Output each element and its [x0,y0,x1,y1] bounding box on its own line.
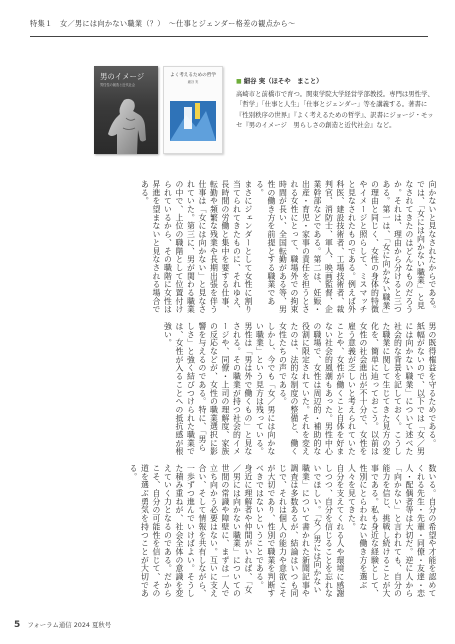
article-paragraph: 自分を支えてくれる人や環境に感謝しつつ、自分を信じることを忘れないでほしい。「女／男には向かない職業」について書かれた新聞記事や調査は多数あるが、結論はいつも同じで、それは個人の能力や意欲こそが大切であり、性別で職業を判断すべきではないということである。 [255,464,345,598]
article-column-bottom [34,464,438,604]
book-title: よく考えるための哲学 [170,73,216,78]
book-subtitle: 男性性の創造と近代社会 [100,83,136,87]
article-paragraph: 身近に理解者や仲間がいれば、「女／男には向かない職業」についての世間の常識や障壁に、まずは一人で立ち向かう必要はない。互いに支え合い、そして情報を共有しながら、一歩ずつ進んでいけばよい。そうした積み重ねが、社会全体の意識を変えていく力となるのである。だからこそ、自分の可能性を信じて、その道を選ぶ勇気を持つことが大切である。 [129,464,253,598]
column-text [34,322,438,458]
statue-figure-image [106,96,148,154]
article-column-top [34,180,438,320]
author-name: 細谷 実（ほそや まこと） [243,77,323,85]
feature-header: 特集１ 女／男には向かない職業（？） 〜仕事とジェンダー格差の観点から〜 [30,19,296,28]
book-cover-philosophy [163,66,223,154]
cover-art-image [164,97,222,145]
article-paragraph: しかし、今でも「女／男には向かない職業」という見方は残っている。男性は「男は外で働くもの」と見なされる。その職業が持つ社会的イメージや、同僚・上司の理解度、家族の反応などが、女性の職業選択に影響を与えるのである。特に、「男らしさ」と強く結びつけられた職業では、女性が入ることへの抵抗感が根強い。 [163,322,276,456]
book-title: 男のイメージ [100,72,145,81]
author-bio: 高崎市と前橋市で育つ。関東学院大学経営学部教授。専門は男性学、「哲学」「仕事と人生」「仕事とジェンダー」等を講義する。著書に『性別秩序の世界』『よく考えるための哲学』、訳書にジョージ・モッセ『男のイメージ 男らしさの創造と近代社会』など。 [236,89,434,130]
page-footer [14,618,111,632]
article-paragraph: 向かないと見なされたからである。 [428,180,437,314]
column-text [34,180,438,316]
page-number: 5 [14,620,21,630]
article-paragraph: では、「女には向かない職業」と見なされてきたのはどんなものだろうか。それは、理由から分けると三つある。第一は、「女に向かない職業」の理由と同じく、女性の身体的特徴やイメージと照らして、ミスマッチと見なされたものである。例えば外科医、建設技術者、工場技術者、裁判官、消防士、軍人、映画監督、企業幹部などである。第二は、妊娠・出産・育児・家事の責任を担うとされる女性にとって、職場外での拘束時間が長い、全国転勤がある等、男性の働き方を前提とする職業である。 [255,180,426,315]
article-paragraph: 紙幅がないので、以下では「女／男には向かない職業」について述べた社会的な背景を記しておく。こうした職業に関して生じてきた見方の変化を、簡単に辿っておこう。以前は女性の社会進出が不十分で、女性を雇う意義が乏しいと考えられていたことや、女性が働くこと自体を好まない社会的風潮もあった。男性中心の職場で、女性は周辺的・補助的な役割に限定されていた。それを変えたのは、法的な制度の整備と、働く女性たちの声である。 [278,322,426,456]
column-text [34,464,438,600]
author-profile [236,76,440,131]
publication-name: フォーラム通信 2024 夏秋号 [27,621,112,629]
article-paragraph: まさにジェンダーとして女性に割り当てられてきたものに、それゆえ、長時間の労働と集中を要する仕事、転勤や頻繁な残業や長期出張を伴う仕事は「女には向かない」と見なされていた。第三に、男が関わる職業の中で、上位の職階として位置付けられているから、その職階に女性は昇進を望まないと見なされる場合である。 [140,180,253,314]
book-author: 細谷 実 [187,80,199,84]
article-column-middle [34,322,438,462]
book-cover-otoko-no-image [94,66,158,154]
header-divider [30,36,428,37]
article-paragraph: 数いる。自分の希望や才能を認めてくれる先生・先輩・同僚・友達・恋人・配偶者等は大切だ。逆に人から「向かない」と言われても、自分の能力を信じ、挑戦し続けることが大事である。私も身近な経験として、性別にとらわれない働き方を選ぶ人々を見てきた。 [347,464,437,598]
article-paragraph: 男の既得権益を守るためである。 [428,322,437,448]
square-marker-icon: ■ [236,78,242,85]
